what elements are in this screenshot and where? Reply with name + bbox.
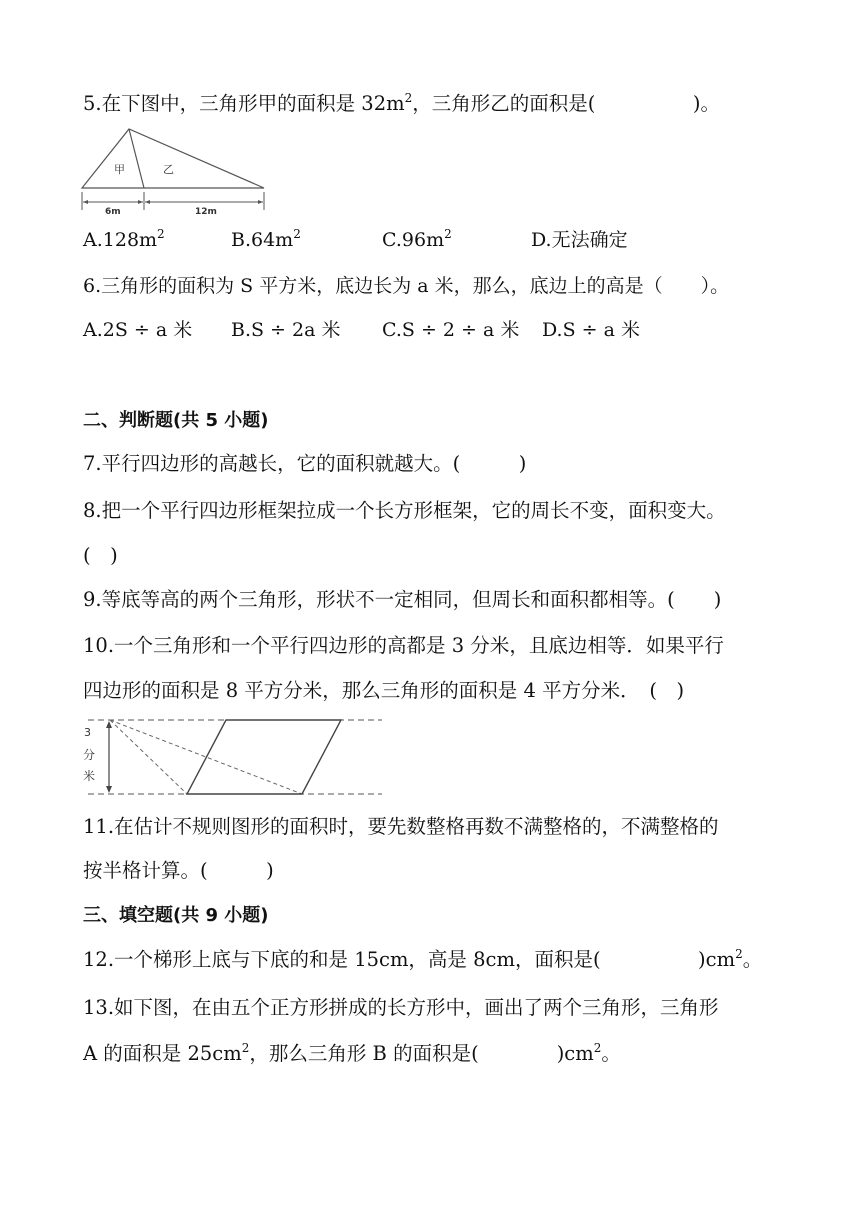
outer-triangle	[82, 129, 264, 188]
height-unit-1: 分	[83, 748, 96, 762]
divider-line	[129, 129, 144, 188]
section-2-heading: 二、判断题(共 5 小题)	[83, 410, 269, 431]
parallelogram-figure	[80, 714, 385, 800]
section-3-heading: 三、填空题(共 9 小题)	[83, 905, 269, 926]
triangle-figure	[80, 126, 270, 218]
dim-12m: 12m	[195, 207, 217, 217]
q5-option-c[interactable]: $C.96m^2$	[382, 227, 452, 251]
triangle-dashed-side-1	[110, 720, 187, 794]
question-8-line-2: ( )	[83, 544, 118, 567]
question-10-line-2: 四边形的面积是 8 平方分米，那么三角形的面积是 4 平方分米． ( )	[83, 679, 685, 702]
question-13-line-1: 13.如下图，在由五个正方形拼成的长方形中，画出了两个三角形，三角形	[83, 996, 719, 1019]
dim-6m: 6m	[105, 207, 121, 217]
question-10-line-1: 10.一个三角形和一个平行四边形的高都是 3 分米，且底边相等．如果平行	[83, 634, 724, 657]
q6-option-d[interactable]: D.S ÷ a 米	[542, 319, 640, 341]
height-unit-2: 米	[83, 769, 96, 783]
q5-option-b[interactable]: $B.64m^2$	[231, 227, 301, 251]
question-11-line-2: 按半格计算。( )	[83, 859, 274, 882]
question-7-text: 7.平行四边形的高越长，它的面积就越大。( )	[83, 452, 527, 475]
question-5-text: 5.在下图中，三角形甲的面积是 $32m^2$，三角形乙的面积是( )。	[83, 91, 720, 115]
question-11-line-1: 11.在估计不规则图形的面积时，要先数整格再数不满整格的，不满整格的	[83, 815, 719, 838]
question-9-text: 9.等底等高的两个三角形，形状不一定相同，但周长和面积都相等。( )	[83, 588, 722, 611]
q6-option-a[interactable]: A.2S ÷ a 米	[83, 319, 193, 341]
question-12-text: 12.一个梯形上底与下底的和是 15cm，高是 8cm，面积是( )$cm^2$。	[83, 947, 763, 971]
question-8-line-1: 8.把一个平行四边形框架拉成一个长方形框架，它的周长不变，面积变大。	[83, 499, 726, 522]
question-13-line-2: A 的面积是 $25cm^2$，那么三角形 B 的面积是( )$cm^2$。	[83, 1041, 621, 1065]
label-yi: 乙	[163, 163, 174, 176]
parallelogram	[187, 720, 341, 794]
q5-option-a[interactable]: $A.128m^2$	[83, 227, 165, 251]
q5-option-d[interactable]: D.无法确定	[531, 229, 628, 251]
question-6-text: 6.三角形的面积为 S 平方米，底边长为 a 米，那么，底边上的高是（ ）。	[83, 275, 730, 297]
height-number: 3	[84, 726, 91, 739]
q6-option-c[interactable]: C.S ÷ 2 ÷ a 米	[382, 319, 520, 341]
q6-option-b[interactable]: B.S ÷ 2a 米	[231, 319, 341, 341]
label-jia: 甲	[114, 163, 125, 176]
